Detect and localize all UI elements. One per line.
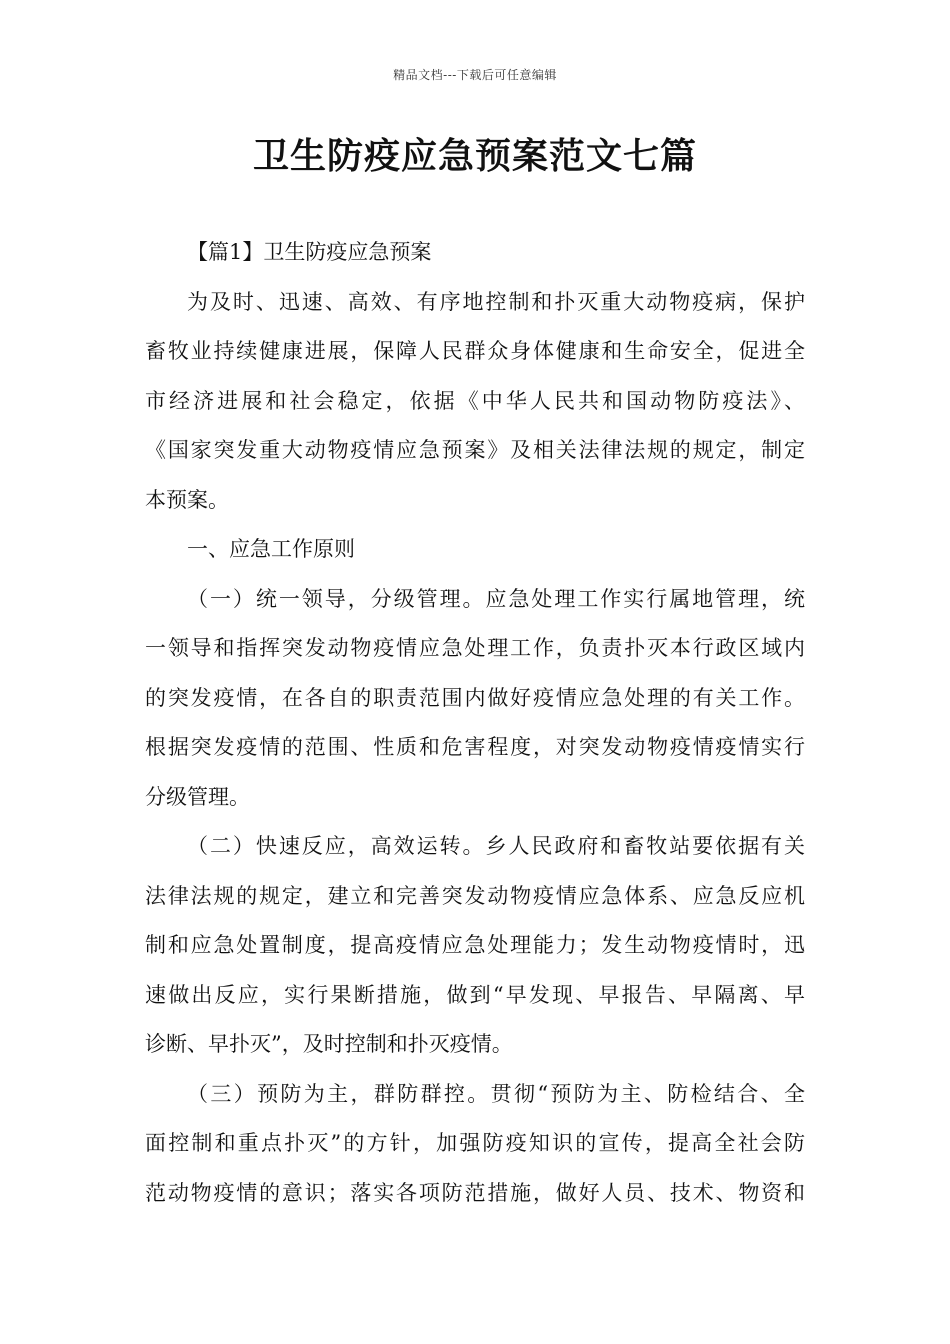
body-line: （一）统一领导，分级管理。应急处理工作实行属地管理，统: [187, 586, 805, 611]
body-line: （二）快速反应，高效运转。乡人民政府和畜牧站要依据有关: [187, 834, 805, 858]
header-note: 精品文档---下载后可任意编辑: [393, 68, 557, 82]
body-line: 一领导和指挥突发动物疫情应急处理工作，负责扑灭本行政区域内: [145, 636, 805, 660]
body-line: 本预案。: [145, 487, 229, 512]
body-line: 诊断、早扑灭”，及时控制和扑灭疫情。: [145, 1032, 513, 1056]
body-line: 《国家突发重大动物疫情应急预案》及相关法律法规的规定，制定: [145, 438, 805, 462]
body-line: 为及时、迅速、高效、有序地控制和扑灭重大动物疫病，保护: [187, 289, 805, 314]
body-line: 的突发疫情，在各自的职责范围内做好疫情应急处理的有关工作。: [145, 685, 805, 710]
document-body: [145, 228, 805, 1218]
body-line: 法律法规的规定，建立和完善突发动物疫情应急体系、应急反应机: [145, 883, 805, 908]
body-line: 制和应急处置制度，提高疫情应急处理能力；发生动物疫情时，迅: [145, 933, 805, 957]
body-line: 畜牧业持续健康进展，保障人民群众身体健康和生命安全，促进全: [145, 339, 805, 363]
body-line: 面控制和重点扑灭”的方针，加强防疫知识的宣传，提高全社会防: [145, 1131, 805, 1155]
body-line: （三）预防为主，群防群控。贯彻“预防为主、防检结合、全: [187, 1081, 805, 1106]
body-line: 市经济进展和社会稳定，依据《中华人民共和国动物防疫法》、: [145, 388, 805, 413]
body-line: 根据突发疫情的范围、性质和危害程度，对突发动物疫情疫情实行: [145, 735, 805, 759]
body-line: 范动物疫情的意识；落实各项防范措施，做好人员、技术、物资和: [145, 1180, 805, 1205]
body-line: 一、应急工作原则: [187, 537, 355, 561]
body-line: 速做出反应，实行果断措施，做到“早发现、早报告、早隔离、早: [145, 982, 805, 1007]
body-line: 【篇1】卫生防疫应急预案: [187, 240, 432, 264]
document-title: 卫生防疫应急预案范文七篇: [252, 136, 697, 177]
body-line: 分级管理。: [145, 784, 250, 809]
